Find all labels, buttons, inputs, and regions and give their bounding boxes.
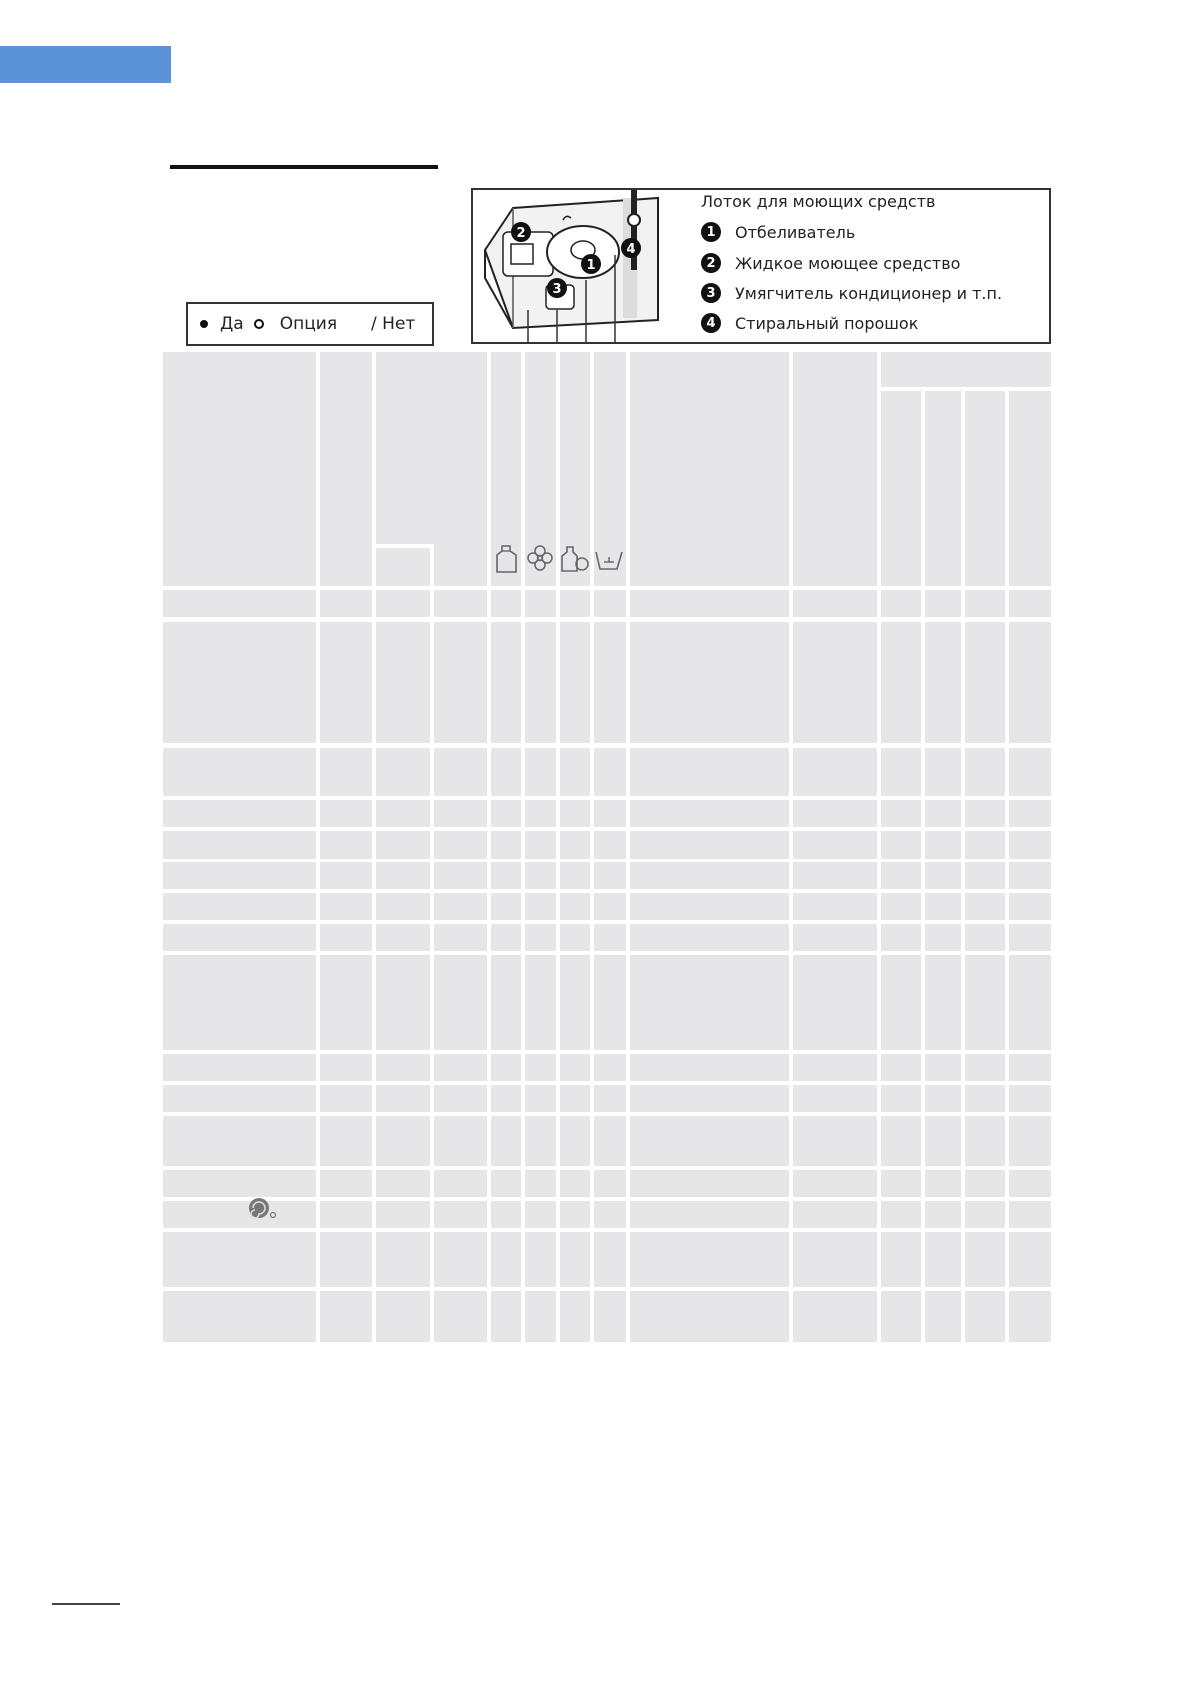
table-cell (320, 1054, 372, 1081)
drawer-item-label: Отбеливатель (735, 222, 856, 242)
table-cell (434, 862, 487, 889)
table-cell (965, 622, 1005, 743)
table-cell (376, 590, 430, 617)
table-cell (434, 955, 487, 1050)
table-cell (163, 622, 316, 743)
header-cell (630, 352, 789, 586)
table-cell (376, 622, 430, 743)
table-cell (491, 1232, 521, 1287)
table-cell (163, 748, 316, 796)
table-cell (881, 1054, 921, 1081)
svg-text:4: 4 (626, 242, 636, 257)
table-cell (630, 1116, 789, 1166)
table-cell (434, 590, 487, 617)
number-badge-icon: 4 (701, 313, 721, 333)
table-cell (491, 1201, 521, 1228)
table-cell (163, 831, 316, 859)
table-cell (965, 1232, 1005, 1287)
table-cell (630, 1085, 789, 1112)
table-cell (1009, 862, 1051, 889)
table-cell (594, 1201, 626, 1228)
table-cell (881, 1170, 921, 1197)
table-cell (793, 862, 877, 889)
table-cell (376, 1116, 430, 1166)
table-cell (1009, 1232, 1051, 1287)
table-cell (320, 862, 372, 889)
table-cell (925, 893, 961, 920)
header-cell (376, 548, 430, 586)
table-cell (525, 893, 556, 920)
table-cell (434, 893, 487, 920)
table-cell (376, 1054, 430, 1081)
table-cell (965, 1170, 1005, 1197)
table-cell (560, 831, 590, 859)
table-cell (925, 1291, 961, 1342)
drawer-item-label: Стиральный порошок (735, 313, 919, 333)
table-cell (881, 1085, 921, 1112)
table-cell (1009, 831, 1051, 859)
table-cell (434, 1291, 487, 1342)
page-corner-tab (0, 46, 171, 83)
table-cell (925, 955, 961, 1050)
table-cell (1009, 590, 1051, 617)
table-cell (320, 1116, 372, 1166)
table-cell (594, 1291, 626, 1342)
table-cell (163, 924, 316, 951)
drawer-item-1 (701, 222, 855, 242)
header-cell (434, 352, 487, 586)
table-cell (491, 1085, 521, 1112)
table-cell (793, 748, 877, 796)
table-cell (881, 831, 921, 859)
table-cell (525, 590, 556, 617)
table-cell (320, 893, 372, 920)
table-cell (163, 1201, 316, 1228)
table-cell (491, 862, 521, 889)
table-cell (925, 1201, 961, 1228)
table-cell (630, 1170, 789, 1197)
detergent-bottle-icon (494, 544, 520, 574)
bleach-bottle-icon (560, 544, 590, 574)
table-cell (525, 955, 556, 1050)
table-cell (965, 590, 1005, 617)
table-cell (925, 924, 961, 951)
table-cell (594, 800, 626, 827)
table-cell (163, 1085, 316, 1112)
table-cell (793, 622, 877, 743)
table-cell (491, 831, 521, 859)
table-cell (163, 1116, 316, 1166)
legend-no-label: / Нет (371, 314, 416, 334)
table-cell (376, 1085, 430, 1112)
table-cell (881, 1291, 921, 1342)
legend-option-label: Опция (279, 314, 338, 334)
table-cell (594, 622, 626, 743)
table-cell (320, 1232, 372, 1287)
table-cell (560, 590, 590, 617)
table-cell (376, 893, 430, 920)
table-cell (491, 955, 521, 1050)
table-cell (925, 831, 961, 859)
table-cell (965, 862, 1005, 889)
table-cell (965, 831, 1005, 859)
table-cell (965, 1085, 1005, 1112)
table-cell (965, 1201, 1005, 1228)
table-cell (881, 862, 921, 889)
number-badge-icon: 1 (701, 222, 721, 242)
table-cell (630, 1054, 789, 1081)
table-cell (925, 1116, 961, 1166)
table-cell (630, 622, 789, 743)
legend-yes-label: Да (220, 314, 244, 334)
table-cell (434, 1201, 487, 1228)
table-cell (594, 862, 626, 889)
program-table (163, 352, 1051, 1342)
table-cell (525, 748, 556, 796)
table-cell (925, 1054, 961, 1081)
table-cell (434, 1170, 487, 1197)
table-cell (434, 831, 487, 859)
table-cell (376, 1170, 430, 1197)
table-cell (965, 1116, 1005, 1166)
table-cell (881, 622, 921, 743)
softener-flower-icon (526, 544, 554, 572)
table-cell (881, 590, 921, 617)
table-cell (925, 1085, 961, 1112)
table-cell (163, 1170, 316, 1197)
option-circle-icon (254, 319, 264, 329)
header-cell (793, 352, 877, 586)
table-cell (491, 622, 521, 743)
header-cell (320, 352, 372, 586)
table-cell (320, 831, 372, 859)
table-cell (630, 800, 789, 827)
svg-text:3: 3 (552, 282, 562, 297)
svg-text:2: 2 (516, 226, 526, 241)
footer-rule (52, 1603, 120, 1605)
table-cell (925, 862, 961, 889)
table-cell (163, 893, 316, 920)
table-cell (376, 924, 430, 951)
table-cell (1009, 893, 1051, 920)
table-cell (630, 924, 789, 951)
table-cell (163, 1054, 316, 1081)
table-cell (525, 862, 556, 889)
table-cell (525, 1054, 556, 1081)
detergent-drawer-illustration (473, 190, 683, 342)
table-cell (320, 924, 372, 951)
table-cell (525, 924, 556, 951)
table-cell (163, 1291, 316, 1342)
table-cell (1009, 800, 1051, 827)
table-cell (163, 800, 316, 827)
table-cell (376, 800, 430, 827)
table-cell (793, 893, 877, 920)
table-cell (163, 862, 316, 889)
legend (186, 302, 434, 346)
table-cell (491, 1054, 521, 1081)
table-cell (525, 1085, 556, 1112)
table-cell (1009, 622, 1051, 743)
header-cell (163, 352, 316, 586)
table-cell (560, 800, 590, 827)
table-cell (594, 955, 626, 1050)
table-cell (320, 748, 372, 796)
drawer-item-3 (701, 283, 1002, 303)
table-cell (525, 1116, 556, 1166)
drawer-title: Лоток для моющих средств (701, 192, 936, 211)
table-cell (1009, 1170, 1051, 1197)
table-cell (965, 1054, 1005, 1081)
table-cell (793, 1201, 877, 1228)
table-cell (560, 955, 590, 1050)
table-cell (793, 590, 877, 617)
spiral-cycle-icon (247, 1195, 279, 1221)
table-cell (1009, 924, 1051, 951)
number-badge-icon: 3 (701, 283, 721, 303)
table-cell (630, 893, 789, 920)
table-cell (491, 748, 521, 796)
table-cell (320, 590, 372, 617)
table-cell (965, 955, 1005, 1050)
table-cell (560, 1291, 590, 1342)
table-cell (491, 1116, 521, 1166)
table-cell (630, 831, 789, 859)
title-underline (170, 165, 438, 169)
header-cell (1009, 391, 1051, 586)
table-cell (630, 590, 789, 617)
table-cell (376, 831, 430, 859)
table-cell (1009, 1116, 1051, 1166)
table-cell (560, 748, 590, 796)
table-cell (881, 748, 921, 796)
table-cell (793, 800, 877, 827)
table-cell (925, 1232, 961, 1287)
number-badge-icon: 2 (701, 253, 721, 273)
table-cell (630, 1291, 789, 1342)
table-cell (434, 748, 487, 796)
table-cell (793, 831, 877, 859)
table-cell (793, 924, 877, 951)
table-cell (925, 1170, 961, 1197)
table-cell (965, 924, 1005, 951)
detergent-drawer-panel (471, 188, 1051, 344)
table-cell (925, 748, 961, 796)
table-cell (491, 590, 521, 617)
table-cell (434, 800, 487, 827)
table-cell (434, 924, 487, 951)
table-cell (965, 800, 1005, 827)
table-cell (525, 1201, 556, 1228)
table-cell (525, 1170, 556, 1197)
table-cell (793, 1291, 877, 1342)
table-cell (630, 1201, 789, 1228)
header-cell (881, 391, 921, 586)
yes-dot-icon (200, 320, 208, 328)
table-cell (525, 1232, 556, 1287)
table-cell (434, 1232, 487, 1287)
table-cell (560, 1232, 590, 1287)
table-cell (793, 955, 877, 1050)
table-cell (881, 800, 921, 827)
table-cell (491, 1291, 521, 1342)
table-cell (965, 1291, 1005, 1342)
table-cell (965, 893, 1005, 920)
table-cell (525, 800, 556, 827)
table-cell (525, 622, 556, 743)
table-cell (320, 800, 372, 827)
drawer-item-label: Умягчитель кондиционер и т.п. (735, 283, 1003, 303)
header-cell (965, 391, 1005, 586)
table-cell (560, 924, 590, 951)
table-cell (594, 924, 626, 951)
table-cell (376, 862, 430, 889)
table-cell (881, 1201, 921, 1228)
table-cell (491, 800, 521, 827)
table-cell (560, 1054, 590, 1081)
table-cell (594, 893, 626, 920)
table-cell (491, 893, 521, 920)
table-cell (594, 1170, 626, 1197)
table-cell (376, 955, 430, 1050)
table-cell (793, 1232, 877, 1287)
table-cell (560, 1116, 590, 1166)
table-cell (376, 1291, 430, 1342)
table-cell (594, 1085, 626, 1112)
table-cell (594, 831, 626, 859)
table-cell (881, 955, 921, 1050)
table-cell (881, 924, 921, 951)
table-cell (630, 1232, 789, 1287)
table-cell (560, 862, 590, 889)
table-cell (793, 1170, 877, 1197)
table-cell (594, 590, 626, 617)
table-cell (630, 862, 789, 889)
table-cell (525, 1291, 556, 1342)
table-cell (434, 1085, 487, 1112)
table-cell (881, 1232, 921, 1287)
drawer-item-2 (701, 253, 960, 273)
table-cell (560, 1085, 590, 1112)
header-cell (925, 391, 961, 586)
table-cell (434, 1054, 487, 1081)
table-cell (925, 622, 961, 743)
table-cell (376, 1201, 430, 1228)
table-cell (163, 955, 316, 1050)
table-cell (594, 1116, 626, 1166)
table-cell (1009, 1201, 1051, 1228)
table-cell (560, 1201, 590, 1228)
table-cell (881, 1116, 921, 1166)
table-cell (925, 800, 961, 827)
table-cell (594, 1232, 626, 1287)
table-cell (320, 1085, 372, 1112)
table-cell (320, 1170, 372, 1197)
drawer-item-label: Жидкое моющее средство (735, 253, 961, 273)
table-cell (320, 955, 372, 1050)
table-cell (434, 1116, 487, 1166)
table-cell (376, 748, 430, 796)
table-cell (793, 1054, 877, 1081)
table-cell (630, 955, 789, 1050)
table-cell (881, 893, 921, 920)
drawer-item-4 (701, 313, 918, 333)
table-cell (630, 748, 789, 796)
table-cell (1009, 1054, 1051, 1081)
table-cell (1009, 1085, 1051, 1112)
table-cell (320, 622, 372, 743)
table-cell (376, 1232, 430, 1287)
table-cell (1009, 748, 1051, 796)
table-cell (793, 1116, 877, 1166)
table-cell (163, 590, 316, 617)
table-cell (1009, 955, 1051, 1050)
table-cell (320, 1201, 372, 1228)
table-cell (1009, 1291, 1051, 1342)
table-cell (491, 924, 521, 951)
powder-tub-icon (594, 548, 624, 572)
table-cell (320, 1291, 372, 1342)
table-cell (594, 1054, 626, 1081)
table-cell (491, 1170, 521, 1197)
table-cell (525, 831, 556, 859)
table-cell (560, 893, 590, 920)
table-cell (925, 590, 961, 617)
table-cell (594, 748, 626, 796)
svg-text:1: 1 (586, 258, 596, 273)
table-cell (965, 748, 1005, 796)
table-cell (560, 1170, 590, 1197)
table-cell (163, 1232, 316, 1287)
header-cell (881, 352, 1051, 387)
table-cell (560, 622, 590, 743)
table-cell (793, 1085, 877, 1112)
table-cell (434, 622, 487, 743)
